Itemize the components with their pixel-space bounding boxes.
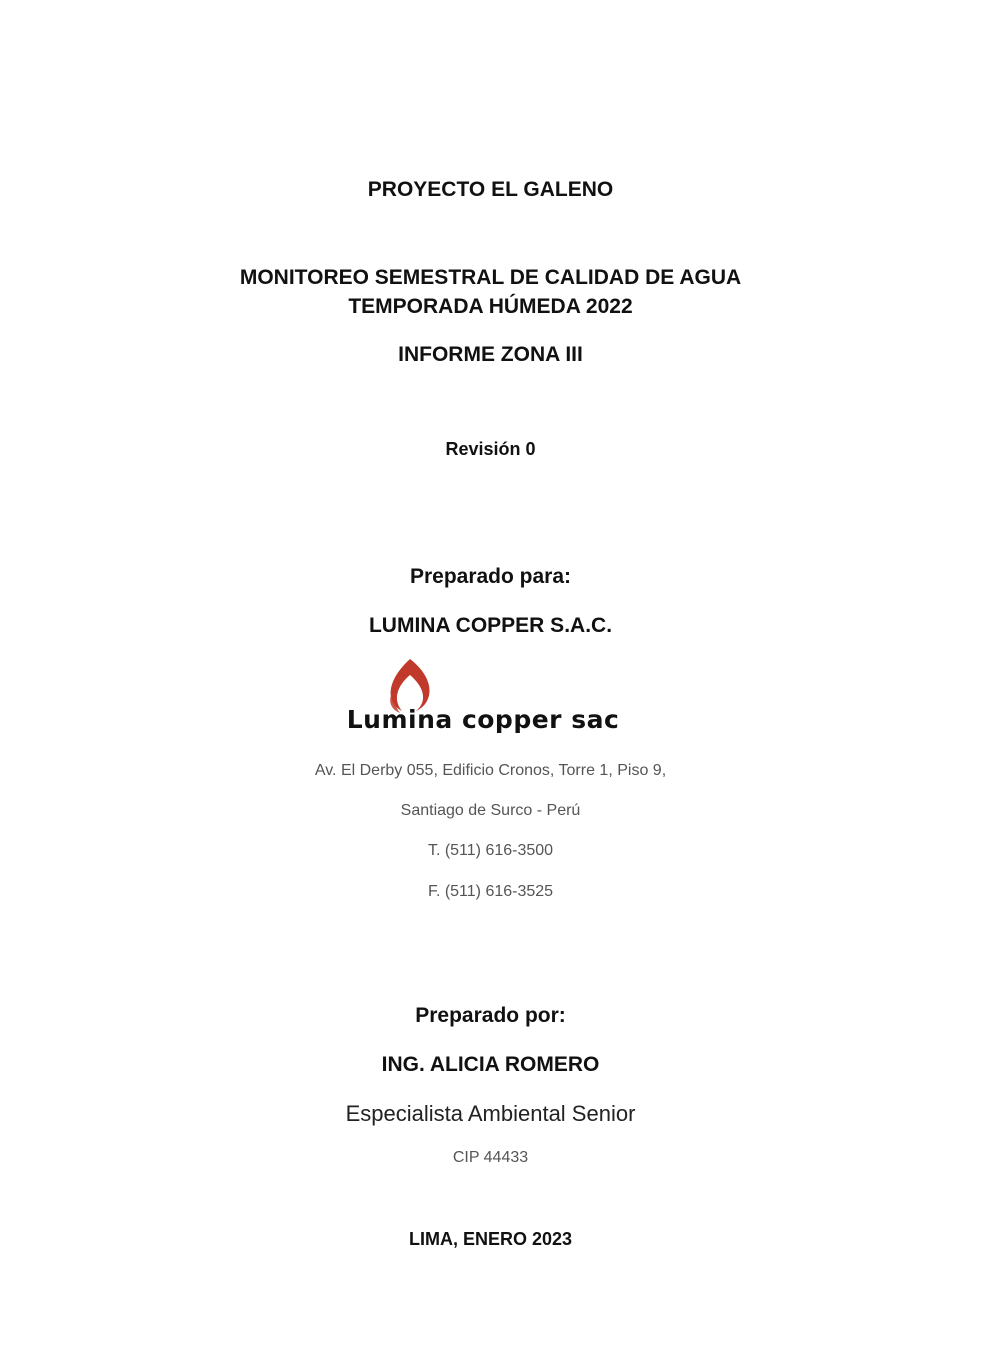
prepared-by-label: Preparado por:	[415, 1004, 566, 1027]
client-phone: T. (511) 616-3500	[427, 842, 554, 859]
company-logo	[318, 657, 648, 739]
prepared-for-label: Preparado para:	[409, 565, 572, 588]
report-title-line2: TEMPORADA HÚMEDA 2022	[348, 295, 633, 318]
place-date: LIMA, ENERO 2023	[408, 1229, 573, 1249]
client-address-line2: Santiago de Surco - Perú	[400, 802, 581, 819]
client-company-name: LUMINA COPPER S.A.C.	[368, 614, 613, 637]
report-title-line1: MONITOREO SEMESTRAL DE CALIDAD DE AGUA	[239, 266, 742, 289]
author-role: Especialista Ambiental Senior	[345, 1101, 636, 1126]
project-title: PROYECTO EL GALENO	[367, 178, 614, 201]
revision-label: Revisión 0	[445, 439, 536, 459]
author-cip: CIP 44433	[452, 1149, 529, 1166]
client-fax: F. (511) 616-3525	[427, 883, 554, 900]
author-name: ING. ALICIA ROMERO	[381, 1053, 600, 1076]
logo-wordmark: Lumina copper sac	[346, 705, 620, 734]
report-subtitle: INFORME ZONA III	[398, 343, 583, 366]
client-address-line1: Av. El Derby 055, Edificio Cronos, Torre 1, Piso 9,	[314, 762, 667, 779]
